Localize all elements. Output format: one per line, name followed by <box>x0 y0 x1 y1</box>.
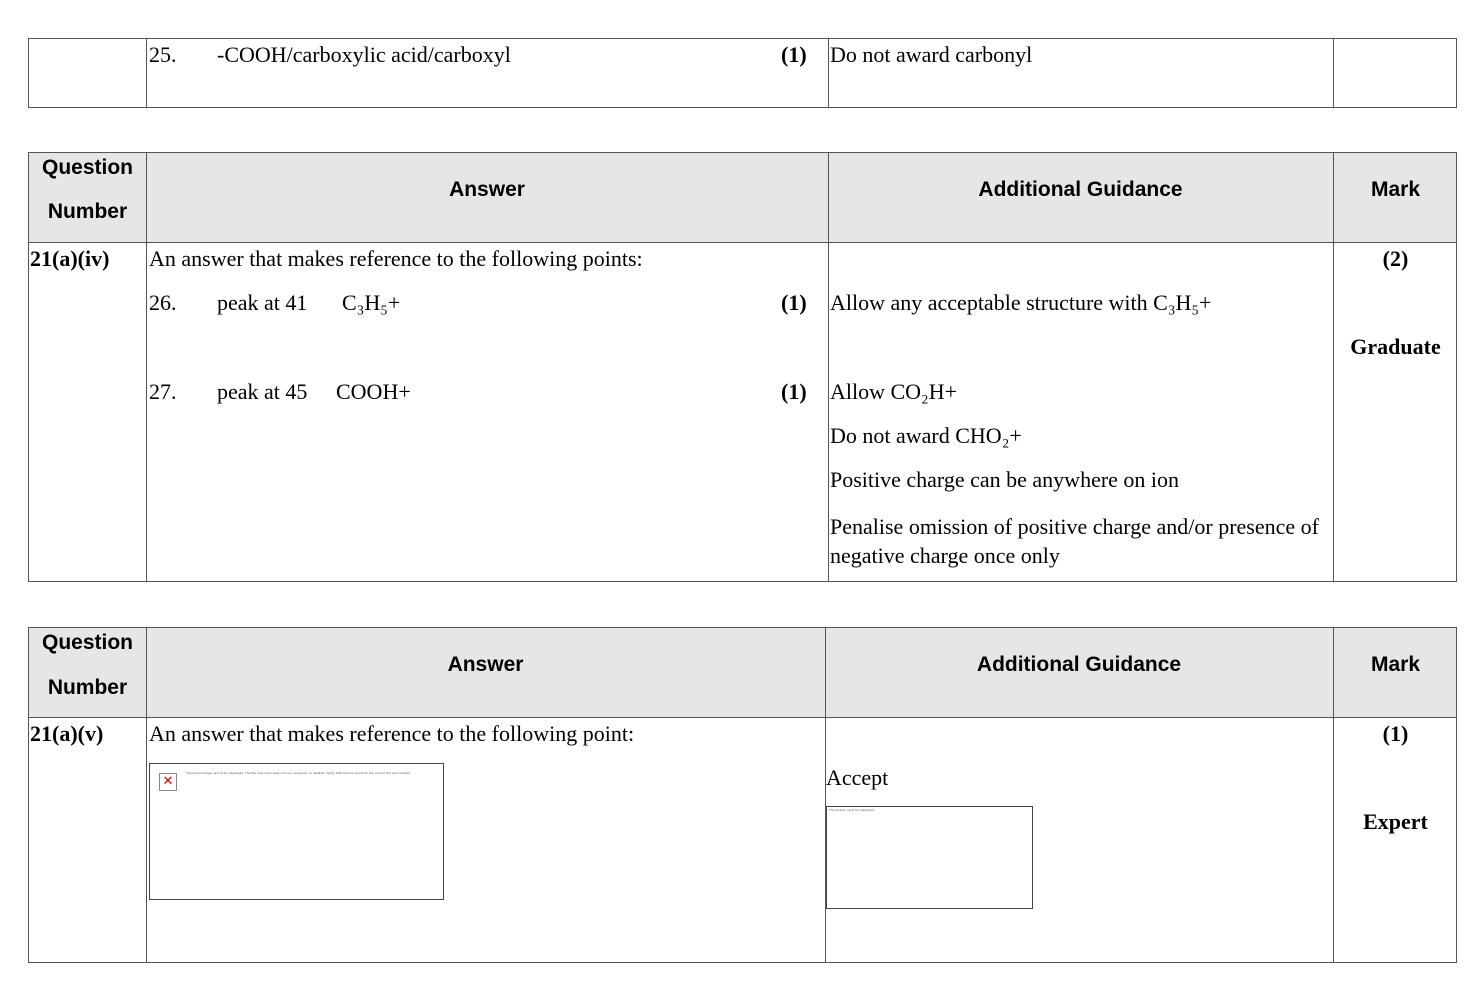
question-number: 21(a)(v) <box>30 721 104 746</box>
total-mark: (1) <box>1382 721 1409 746</box>
point-formula: COOH+ <box>336 379 411 404</box>
answer-intro: An answer that makes reference to the following points: <box>149 246 643 271</box>
guidance-text: Do not award carbonyl <box>830 42 1033 67</box>
broken-image-icon: ✕ <box>159 773 177 791</box>
broken-image-placeholder <box>149 763 444 900</box>
item-number: 25. <box>149 42 177 67</box>
point-text: peak at 41 <box>217 290 308 315</box>
header-question: Question <box>41 156 133 179</box>
point-mark: (1) <box>781 379 807 404</box>
question-number: 21(a)(iv) <box>30 246 110 271</box>
header-guidance: Additional Guidance <box>976 653 1182 676</box>
question-table-v <box>28 627 1457 963</box>
point-number: 26. <box>149 290 177 315</box>
header-number: Number <box>47 200 128 223</box>
guidance-accept: Accept <box>826 765 889 790</box>
header-guidance: Additional Guidance <box>978 178 1183 201</box>
header-mark: Mark <box>1370 178 1421 201</box>
point-text: peak at 45 <box>217 379 308 404</box>
point-formula: C₃H₅+ <box>342 290 401 315</box>
point-guidance: Allow any acceptable structure with C₃H₅+ <box>830 290 1212 315</box>
header-answer: Answer <box>447 653 524 676</box>
question-table-iv <box>28 152 1457 582</box>
level-label: Graduate <box>1350 334 1441 359</box>
answer-text: -COOH/carboxylic acid/carboxyl <box>217 42 511 67</box>
guidance-line: Positive charge can be anywhere on ion <box>830 467 1180 492</box>
point-mark: (1) <box>781 290 807 315</box>
point-mark: (1) <box>781 42 807 67</box>
guidance-line: Penalise omission of positive charge and/or presence of negative charge once only <box>830 514 1319 568</box>
continuation-table <box>28 38 1457 108</box>
broken-image-placeholder <box>826 806 1033 909</box>
header-mark: Mark <box>1370 653 1421 676</box>
point-guidance: Allow CO₂H+ <box>830 379 958 404</box>
total-mark: (2) <box>1382 246 1409 271</box>
level-label: Expert <box>1363 809 1428 834</box>
header-answer: Answer <box>449 178 525 201</box>
header-question: Question <box>41 631 133 654</box>
image-error-caption: The picture can't be displayed. <box>829 808 876 812</box>
point-number: 27. <box>149 379 177 404</box>
header-number: Number <box>47 676 128 699</box>
image-error-caption: The linked image cannot be displayed. The file may have been moved, renamed, or deleted. Verify that the link points to the correct file and location. <box>186 771 412 775</box>
answer-intro: An answer that makes reference to the following point: <box>149 721 635 746</box>
guidance-line: Do not award CHO₂+ <box>830 423 1022 448</box>
